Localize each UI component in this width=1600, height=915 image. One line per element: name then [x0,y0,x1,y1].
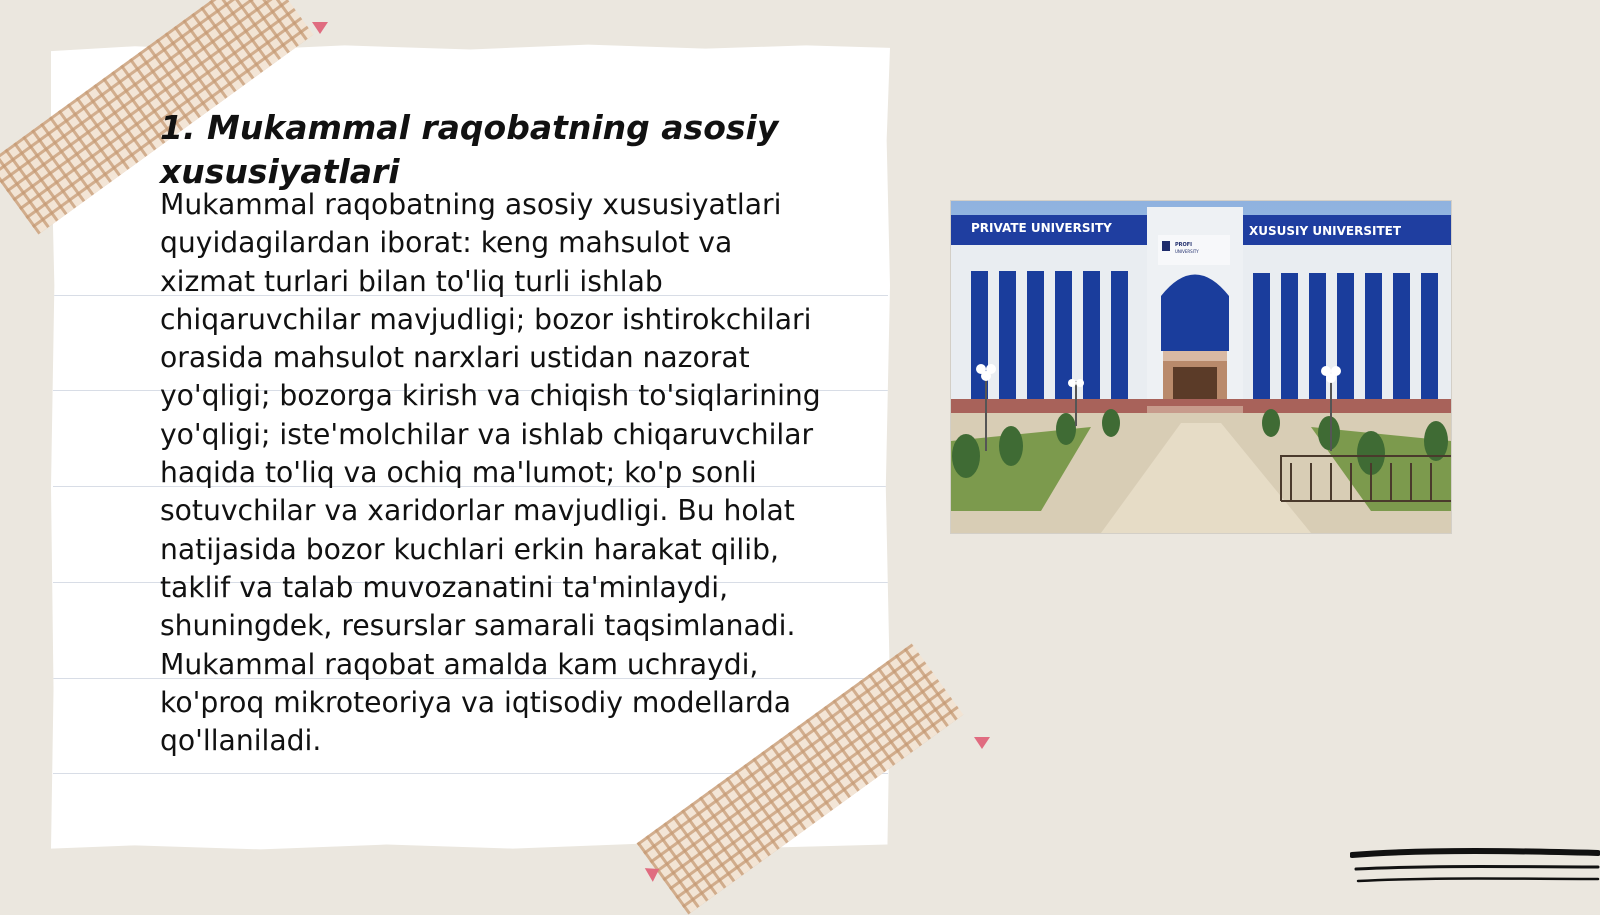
pin-marker-icon [974,737,990,749]
slide-title: 1. Mukammal raqobatning asosiy xususiyatlari [160,108,779,191]
logo-text-line1: PROFI [1175,242,1193,248]
sign-right-text: XUSUSIY UNIVERSITET [1249,224,1402,238]
sign-left-text: PRIVATE UNIVERSITY [971,221,1112,235]
university-building-photo [950,200,1452,534]
logo-text-line2: UNIVERSITY [1175,249,1199,254]
brush-stroke-lines [1350,845,1600,895]
slide-body-text: Mukammal raqobatning asosiy xususiyatlari quyidagilardan iborat: keng mahsulot va xizmat turlari bilan to'liq turli ishlab chiqaruvchilar mavjudligi; bozor ishtirokchilari orasida mahsulot narxlari ustidan nazorat yo'qligi; bozorga kirish va chiqish to'siqlarining yo'qligi; iste'molchilar va ishlab chiqaruvchilar haqida to'liq va ochiq ma'lumot; ko'p sonli sotuvchilar va xaridorlar mavjudligi. Bu holat natijasida bozor kuchlari erkin harakat qilib, taklif va talab muvozanatini ta'minlaydi, shuningdek, resurslar samarali taqsimlanadi. Mukammal raqobat amalda kam uchraydi, ko'proq mikroteoriya va iqtisodiy modellarda qo'llaniladi. [160,188,821,758]
pin-marker-icon [312,22,328,34]
university-building-image [951,201,1451,533]
